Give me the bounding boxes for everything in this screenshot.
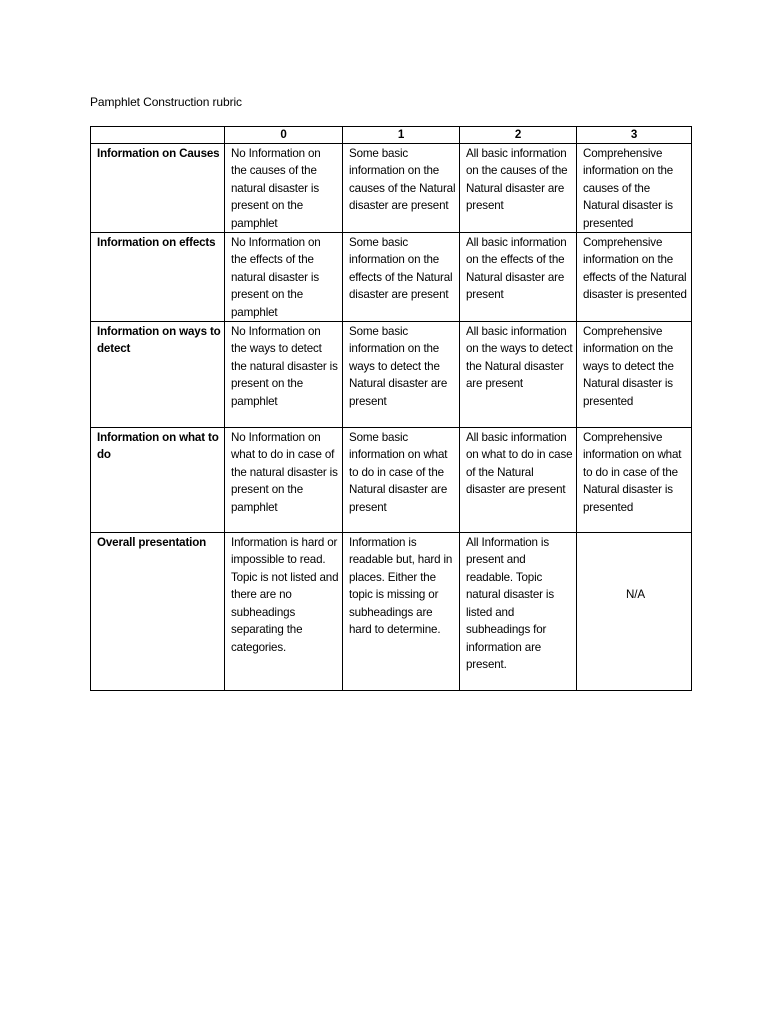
level-cell: Information is readable but, hard in places. Either the topic is missing or subheadings are hard to determine. — [343, 533, 460, 691]
level-cell: All basic information on the causes of the Natural disaster are present — [460, 144, 577, 233]
table-row — [91, 322, 692, 428]
table-header-row — [91, 127, 692, 144]
level-cell: No Information on the effects of the natural disaster is present on the pamphlet — [225, 233, 343, 322]
rubric-table — [90, 126, 692, 691]
level-cell: All Information is present and readable. Topic natural disaster is listed and subheadings for information are present. — [460, 533, 577, 691]
level-cell: Comprehensive information on the effects of the Natural disaster is presented — [577, 233, 692, 322]
level-cell-na: N/A — [577, 533, 692, 691]
criterion-cell: Information on what to do — [91, 428, 225, 533]
level-cell: All basic information on what to do in case of the Natural disaster are present — [460, 428, 577, 533]
header-cell-score-2: 2 — [460, 127, 577, 144]
criterion-cell: Information on Causes — [91, 144, 225, 233]
level-cell: Information is hard or impossible to read. Topic is not listed and there are no subheadings separating the categories. — [225, 533, 343, 691]
level-cell: Comprehensive information on the ways to detect the Natural disaster is presented — [577, 322, 692, 428]
level-cell: All basic information on the effects of the Natural disaster are present — [460, 233, 577, 322]
level-cell: Some basic information on what to do in case of the Natural disaster are present — [343, 428, 460, 533]
level-cell: Comprehensive information on the causes of the Natural disaster is presented — [577, 144, 692, 233]
level-cell: No Information on what to do in case of the natural disaster is present on the pamphlet — [225, 428, 343, 533]
level-cell: No Information on the causes of the natural disaster is present on the pamphlet — [225, 144, 343, 233]
header-cell-criterion — [91, 127, 225, 144]
header-cell-score-1: 1 — [343, 127, 460, 144]
level-cell: Some basic information on the ways to detect the Natural disaster are present — [343, 322, 460, 428]
level-cell: Some basic information on the causes of the Natural disaster are present — [343, 144, 460, 233]
table-row — [91, 533, 692, 691]
table-row — [91, 428, 692, 533]
header-cell-score-3: 3 — [577, 127, 692, 144]
level-cell: No Information on the ways to detect the natural disaster is present on the pamphlet — [225, 322, 343, 428]
page-title: Pamphlet Construction rubric — [90, 95, 242, 109]
level-cell: All basic information on the ways to detect the Natural disaster are present — [460, 322, 577, 428]
criterion-cell: Information on ways to detect — [91, 322, 225, 428]
header-cell-score-0: 0 — [225, 127, 343, 144]
table-row — [91, 144, 692, 233]
level-cell: Some basic information on the effects of the Natural disaster are present — [343, 233, 460, 322]
criterion-cell: Overall presentation — [91, 533, 225, 691]
criterion-cell: Information on effects — [91, 233, 225, 322]
table-row — [91, 233, 692, 322]
level-cell: Comprehensive information on what to do in case of the Natural disaster is presented — [577, 428, 692, 533]
